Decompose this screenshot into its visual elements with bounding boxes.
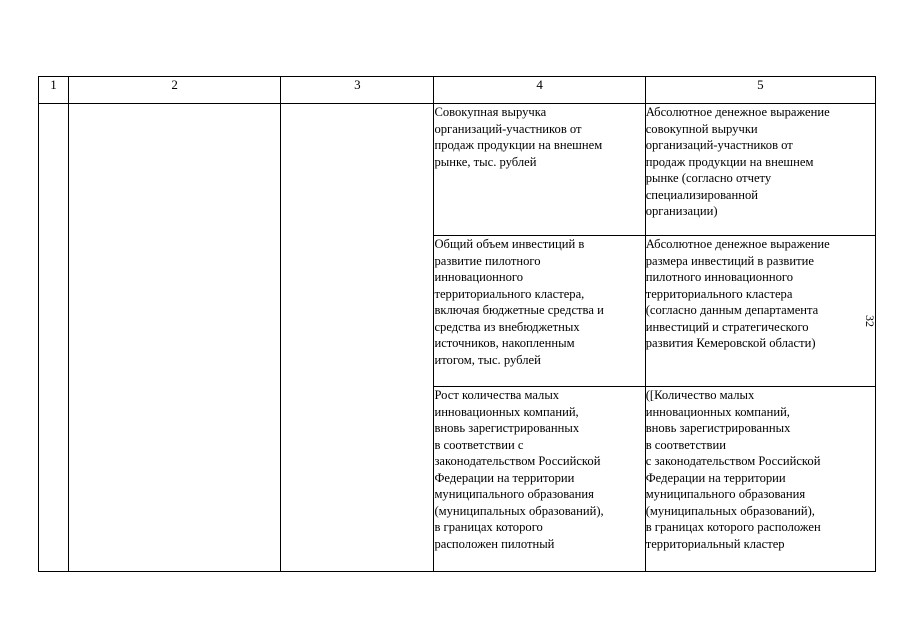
column-header-4: 4 — [434, 77, 645, 104]
indicator-cell: Совокупная выручка организаций-участников от продаж продукции на внешнем рынке, тыс. рублей — [434, 104, 645, 236]
empty-cell-col1 — [39, 104, 69, 572]
empty-cell-col2 — [69, 104, 281, 572]
page-number: 32 — [863, 315, 877, 327]
indicators-table — [38, 76, 876, 572]
indicator-cell: Общий объем инвестиций в развитие пилотного инновационного территориального кластера, включая бюджетные средства и средства из внебюджетных источников, накопленным итогом, тыс. рублей — [434, 236, 645, 387]
empty-cell-col3 — [281, 104, 434, 572]
indicator-cell: Рост количества малых инновационных компаний, вновь зарегистрированных в соответствии с законодательством Российской Федерации на территории муниципального образования (муниципальных образований), в границах которого расположен пилотный — [434, 387, 645, 572]
header-row — [39, 77, 876, 104]
method-cell: Абсолютное денежное выражение совокупной выручки организаций-участников от продаж продукции на внешнем рынке (согласно отчету специализированной организации) — [645, 104, 875, 236]
method-cell: Абсолютное денежное выражение размера инвестиций в развитие пилотного инновационного территориального кластера (согласно данным департамента инвестиций и стратегического развития Кемеровской области) — [645, 236, 875, 387]
method-cell: ([Количество малых инновационных компаний, вновь зарегистрированных в соответствии с законодательством Российской Федерации на территории муниципального образования (муниципальных образований), в границах которого расположен территориальный кластер — [645, 387, 875, 572]
column-header-5: 5 — [645, 77, 875, 104]
column-header-3: 3 — [281, 77, 434, 104]
column-header-1: 1 — [39, 77, 69, 104]
table-row — [39, 104, 876, 236]
column-header-2: 2 — [69, 77, 281, 104]
